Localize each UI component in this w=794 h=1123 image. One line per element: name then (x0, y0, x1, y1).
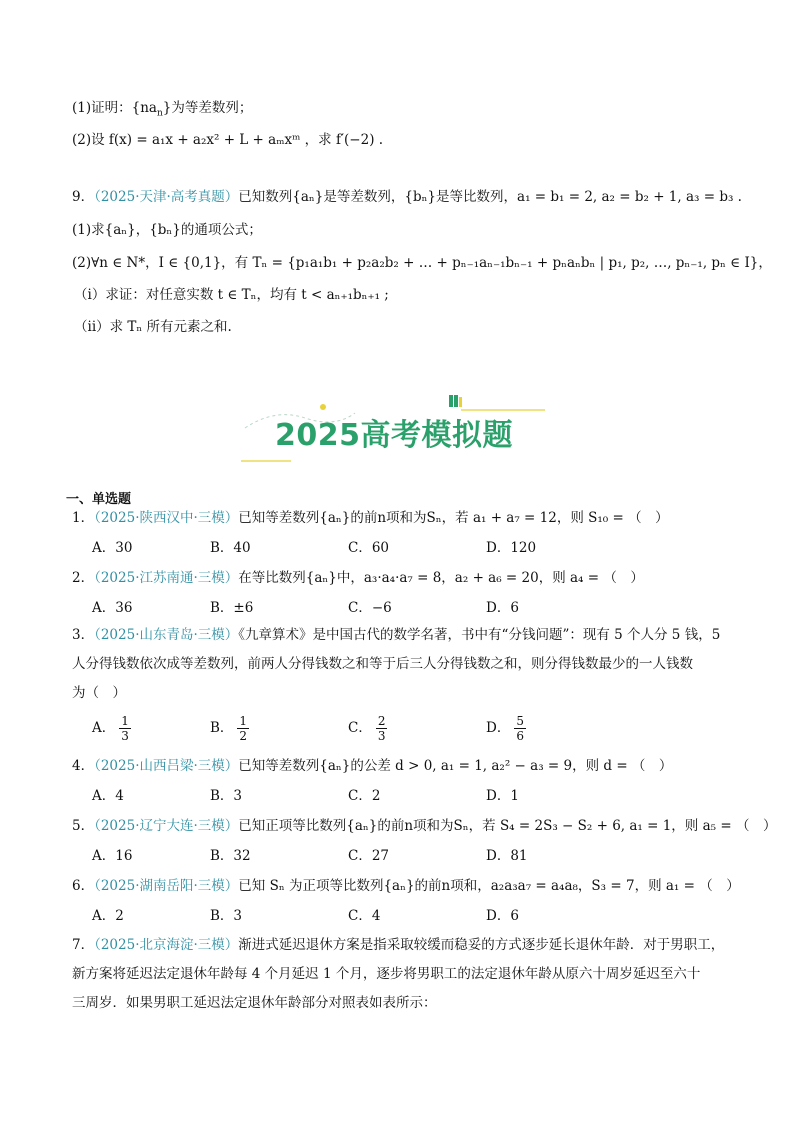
question-3-line2: 人分得钱数依次成等差数列，前两人分得钱数之和等于后三人分得钱数之和，则分得钱数最少的一人钱数 (72, 656, 693, 672)
q1-option-c[interactable]: C．60 (348, 540, 390, 556)
q1-option-d[interactable]: D．120 (486, 540, 537, 556)
q3-option-a[interactable]: A． $\frac{1}{3}$ (92, 714, 129, 743)
q3-fraction-c: $\frac{2}{3}$ (377, 714, 386, 743)
question-5-source: （2025·辽宁大连·三模） (94, 818, 239, 834)
problem9-q2: (2)∀n ∈ N*，I ∈ {0,1}，有 Tₙ = {p₁a₁b₁ + p₂a₂b₂ + … + pₙ₋₁aₙ₋₁bₙ₋₁ + pₙaₙbₙ | p₁, p₂, …, pₙ₋₁, pₙ ∈ I}， (72, 255, 772, 271)
question-3-line3: 为（ ） (72, 685, 126, 701)
q1-option-b[interactable]: B．40 (210, 540, 251, 556)
section-heading: 一、单选题 (66, 492, 132, 507)
question-3-line1: 3．（2025·山东青岛·三模）《九章算术》是中国古代的数学名著，书中有“分钱问题”：现有 5 个人分 5 钱，5 (72, 627, 721, 643)
q6-option-d[interactable]: D．6 (486, 908, 519, 924)
problem9-source: （2025·天津·高考真题） (94, 189, 239, 205)
problem9-q2ii: （ii）求 Tₙ 所有元素之和. (74, 319, 232, 335)
q5-option-d[interactable]: D．81 (486, 848, 528, 864)
q5-option-a[interactable]: A．16 (92, 848, 133, 864)
q3-fraction-a: $\frac{1}{3}$ (121, 714, 129, 743)
question-1-source: （2025·陕西汉中·三模） (94, 510, 239, 526)
q3-option-c[interactable]: C． $\frac{2}{3}$ (348, 714, 386, 743)
q4-option-c[interactable]: C．2 (348, 788, 381, 804)
question-2: 2．（2025·江苏南通·三模）在等比数列{aₙ}中，a₃·a₄·a₇ = 8，a₂ + a₆ = 20，则 a₄ = （ ） (72, 570, 644, 586)
question-3-source: （2025·山东青岛·三模） (94, 627, 239, 643)
question-7-line3: 三周岁．如果男职工延迟法定退休年龄部分对照表如表所示： (72, 995, 437, 1011)
question-2-source: （2025·江苏南通·三模） (94, 570, 239, 586)
q2-option-c[interactable]: C．−6 (348, 600, 392, 616)
question-4: 4．（2025·山西吕梁·三模）已知等差数列{aₙ}的公差 d > 0, a₁ = 1, a₂² − a₃ = 9，则 d = （ ） (72, 758, 673, 774)
question-4-source: （2025·山西吕梁·三模） (94, 758, 239, 774)
q3-option-d[interactable]: D． $\frac{5}{6}$ (486, 714, 524, 743)
problem9-q2i: （i）求证：对任意实数 t ∈ Tₙ，均有 t < aₙ₊₁bₙ₊₁ ; (74, 287, 389, 303)
problem9-q1: (1)求{aₙ}，{bₙ}的通项公式； (72, 222, 262, 238)
question-5: 5．（2025·辽宁大连·三模）已知正项等比数列{aₙ}的前n项和为Sₙ，若 S₄ = 2S₃ − S₂ + 6, a₁ = 1，则 a₅ = （ ） (72, 818, 777, 834)
q1-option-a[interactable]: A．30 (92, 540, 133, 556)
prev-problem-part2: (2)设 f(x) = a₁x + a₂x² + L + aₘxᵐ ，求 f′(−2) . (72, 132, 384, 148)
q2-option-d[interactable]: D．6 (486, 600, 519, 616)
prev-problem-part1: (1)证明：$\{na_n\}$为等差数列； (72, 100, 253, 119)
question-7-line2: 新方案将延迟法定退休年龄每 4 个月延迟 1 个月，逐步将男职工的法定退休年龄从原六十周岁延迟至六十 (72, 966, 701, 982)
q5-option-c[interactable]: C．27 (348, 848, 390, 864)
q3-fraction-d: $\frac{5}{6}$ (516, 714, 524, 743)
problem9-stem: 9．（2025·天津·高考真题）已知数列{aₙ}是等差数列，{bₙ}是等比数列，a₁ = b₁ = 2, a₂ = b₂ + 1, a₃ = b₃ . (72, 189, 742, 205)
q3-fraction-b: $\frac{1}{2}$ (239, 714, 248, 743)
question-7-line1: 7．（2025·北京海淀·三模）渐进式延迟退休方案是指采取较缓而稳妥的方式逐步延长退休年龄．对于男职工， (72, 937, 725, 953)
q4-option-b[interactable]: B．3 (210, 788, 243, 804)
q4-option-d[interactable]: D．1 (486, 788, 519, 804)
q5-option-b[interactable]: B．32 (210, 848, 251, 864)
q6-option-a[interactable]: A．2 (92, 908, 124, 924)
question-1: 1．（2025·陕西汉中·三模）已知等差数列{aₙ}的前n项和为Sₙ，若 a₁ + a₇ = 12，则 S₁₀ = （ ） (72, 510, 669, 526)
question-7-source: （2025·北京海淀·三模） (94, 937, 239, 953)
banner-title: 2025高考模拟题 (275, 418, 513, 453)
q2-option-b[interactable]: B．±6 (210, 600, 254, 616)
q4-option-a[interactable]: A．4 (92, 788, 124, 804)
q6-option-c[interactable]: C．4 (348, 908, 381, 924)
q3-option-b[interactable]: B． $\frac{1}{2}$ (210, 714, 248, 743)
question-6-source: （2025·湖南岳阳·三模） (94, 878, 239, 894)
question-6: 6．（2025·湖南岳阳·三模）已知 Sₙ 为正项等比数列{aₙ}的前n项和，a₂a₃a₇ = a₄a₈，S₃ = 7，则 a₁ = （ ） (72, 878, 740, 894)
q2-option-a[interactable]: A．36 (92, 600, 133, 616)
q6-option-b[interactable]: B．3 (210, 908, 243, 924)
